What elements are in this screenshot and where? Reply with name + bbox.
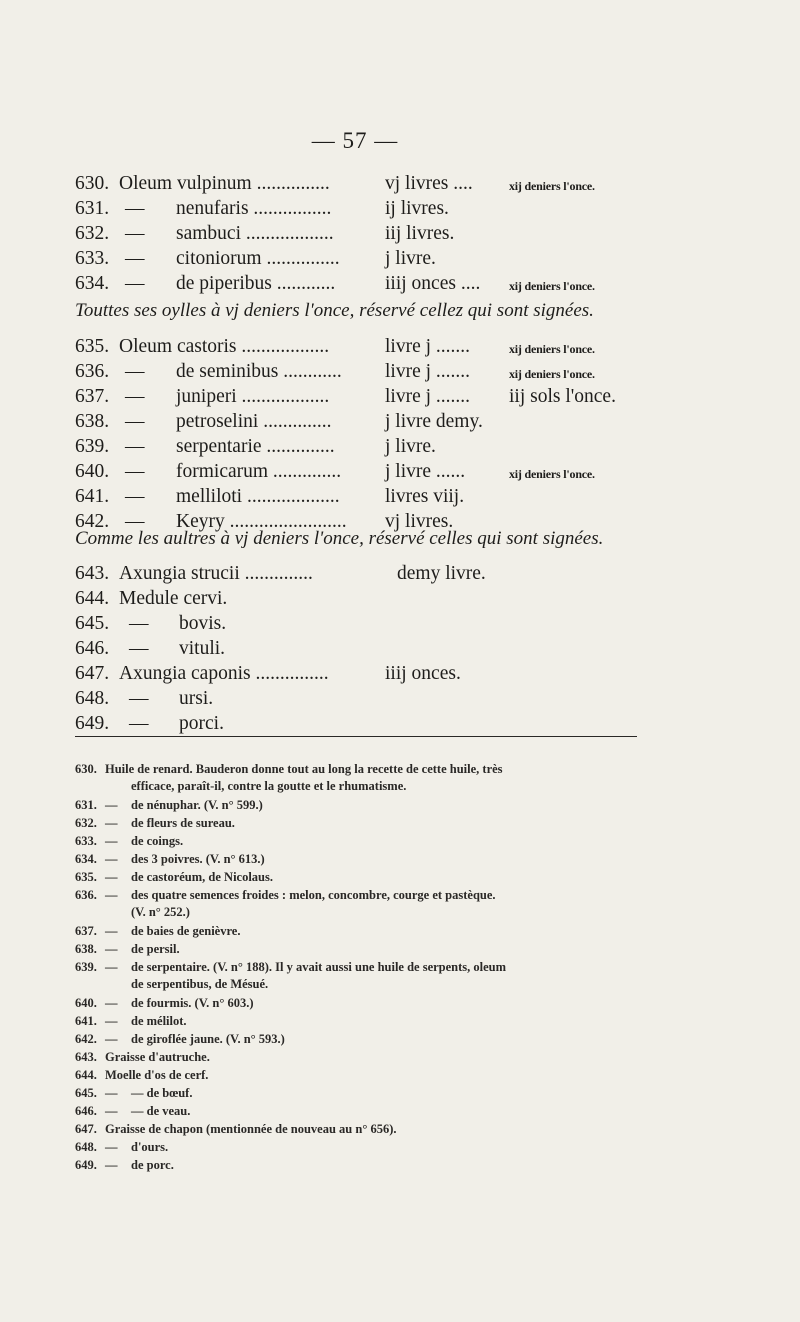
entry-name: Axungia strucii ..............: [119, 563, 313, 584]
footnote-text: d'ours.: [131, 1140, 169, 1154]
footnote-dash: —: [105, 1140, 118, 1154]
entry-quantity: iij livres.: [385, 223, 455, 244]
entry-dash: —: [125, 436, 145, 457]
entry-638: [75, 408, 645, 436]
entry-number: 631.: [75, 198, 110, 219]
footnote-text: Graisse d'autruche.: [105, 1050, 210, 1064]
footnote-text: de castoréum, de Nicolaus.: [131, 870, 273, 884]
entry-number: 638.: [75, 411, 110, 432]
entry-639: [75, 433, 645, 461]
footnote-text: de porc.: [131, 1158, 174, 1172]
entry-635: [75, 333, 645, 361]
entry-dash: —: [125, 461, 145, 482]
entry-number: 635.: [75, 336, 110, 357]
footnote-number: 641.: [75, 1014, 97, 1028]
entry-637: [75, 383, 645, 411]
footnote-number: 634.: [75, 852, 97, 866]
entry-631: [75, 195, 635, 223]
footnote-number: 649.: [75, 1158, 97, 1172]
footnote-639-continued: de serpentibus, de Mésué.: [131, 977, 269, 991]
footnote-number: 630.: [75, 762, 97, 776]
entry-640: [75, 458, 645, 486]
entry-name: de piperibus ............: [176, 273, 336, 294]
entry-number: 644.: [75, 588, 110, 609]
entry-dash: —: [125, 386, 145, 407]
footnote-dash: —: [105, 1032, 118, 1046]
footnote-number: 640.: [75, 996, 97, 1010]
entry-dash: —: [125, 198, 145, 219]
footnote-divider: [75, 736, 637, 737]
entry-name: Medule cervi.: [119, 588, 228, 609]
entry-price: xij deniers l'once.: [509, 342, 595, 356]
footnote-text: — de veau.: [131, 1104, 191, 1118]
entry-quantity: ij livres.: [385, 198, 449, 219]
entry-number: 640.: [75, 461, 110, 482]
footnote-text: des quatre semences froides : melon, concombre, courge et pastèque.: [131, 888, 496, 902]
entry-quantity: j livre demy.: [385, 411, 483, 432]
footnote-text: — de bœuf.: [131, 1086, 193, 1100]
footnote-number: 632.: [75, 816, 97, 830]
entry-dash: —: [125, 486, 145, 507]
footnote-dash: —: [105, 1014, 118, 1028]
entry-number: 633.: [75, 248, 110, 269]
footnote-number: 647.: [75, 1122, 97, 1136]
entry-number: 632.: [75, 223, 110, 244]
entry-number: 636.: [75, 361, 110, 382]
entry-number: 641.: [75, 486, 110, 507]
footnote-text: de mélilot.: [131, 1014, 187, 1028]
entry-name: nenufaris ................: [176, 198, 332, 219]
entry-name: petroselini ..............: [176, 411, 332, 432]
footnote-dash: —: [105, 942, 118, 956]
entry-name: citoniorum ...............: [176, 248, 340, 269]
entry-name: serpentarie ..............: [176, 436, 335, 457]
entry-dash: —: [125, 248, 145, 269]
footnote-text: Graisse de chapon (mentionnée de nouveau au n° 656).: [105, 1122, 397, 1136]
entry-name: Oleum castoris ..................: [119, 336, 330, 357]
footnote-dash: —: [105, 870, 118, 884]
entry-number: 648.: [75, 688, 110, 709]
entry-number: 643.: [75, 563, 110, 584]
footnote-636-continued: (V. n° 252.): [131, 905, 190, 919]
footnote-text: de fourmis. (V. n° 603.): [131, 996, 254, 1010]
entry-price: xij deniers l'once.: [509, 367, 595, 381]
entry-633: [75, 245, 635, 273]
entry-price: iij sols l'once.: [509, 386, 616, 407]
entry-645: [75, 610, 635, 638]
entry-quantity: demy livre.: [397, 563, 486, 584]
entry-dash: —: [125, 223, 145, 244]
entry-name: porci.: [179, 713, 224, 734]
footnote-dash: —: [105, 960, 118, 974]
footnote-dash: —: [105, 924, 118, 938]
section-note-2: Comme les aultres à vj deniers l'once, réservé celles qui sont signées.: [75, 528, 604, 549]
footnote-text: Moelle d'os de cerf.: [105, 1068, 209, 1082]
entry-number: 637.: [75, 386, 110, 407]
entry-name: Oleum vulpinum ...............: [119, 173, 330, 194]
entry-name: formicarum ..............: [176, 461, 342, 482]
entry-name: melliloti ...................: [176, 486, 340, 507]
footnote-number: 635.: [75, 870, 97, 884]
entry-price: xij deniers l'once.: [509, 179, 595, 193]
entry-quantity: j livre.: [385, 248, 436, 269]
footnote-text: de persil.: [131, 942, 180, 956]
entry-number: 647.: [75, 663, 110, 684]
footnote-dash: —: [105, 816, 118, 830]
entry-name: sambuci ..................: [176, 223, 334, 244]
footnote-text: de coings.: [131, 834, 184, 848]
entry-646: [75, 635, 635, 663]
entry-number: 634.: [75, 273, 110, 294]
entry-name: Keyry ........................: [176, 511, 347, 532]
entry-number: 645.: [75, 613, 110, 634]
entry-dash: —: [125, 411, 145, 432]
entry-quantity: livres viij.: [385, 486, 465, 507]
entry-630: [75, 170, 635, 198]
footnote-dash: —: [105, 852, 118, 866]
entry-quantity: iiij onces.: [385, 663, 461, 684]
entry-dash: —: [125, 361, 145, 382]
footnote-630-continued: efficace, paraît-il, contre la goutte et le rhumatisme.: [131, 779, 407, 793]
entry-dash: —: [129, 688, 149, 709]
footnote-number: 631.: [75, 798, 97, 812]
footnote-dash: —: [105, 1086, 118, 1100]
footnote-text: des 3 poivres. (V. n° 613.): [131, 852, 265, 866]
footnote-number: 648.: [75, 1140, 97, 1154]
entry-name: ursi.: [179, 688, 214, 709]
footnote-dash: —: [105, 888, 118, 902]
entry-number: 630.: [75, 173, 110, 194]
footnote-number: 643.: [75, 1050, 97, 1064]
entry-dash: —: [125, 273, 145, 294]
footnote-number: 633.: [75, 834, 97, 848]
footnote-number: 636.: [75, 888, 97, 902]
entry-644: [75, 585, 635, 613]
entry-quantity: j livre.: [385, 436, 436, 457]
entry-dash: —: [129, 613, 149, 634]
footnote-dash: —: [105, 834, 118, 848]
entry-name: juniperi ..................: [176, 386, 330, 407]
entry-name: vituli.: [179, 638, 226, 659]
footnote-dash: —: [105, 1158, 118, 1172]
entry-number: 642.: [75, 511, 110, 532]
entry-636: [75, 358, 645, 386]
footnote-number: 645.: [75, 1086, 97, 1100]
footnote-text: de baies de genièvre.: [131, 924, 241, 938]
footnote-number: 637.: [75, 924, 97, 938]
footnote-text: de giroflée jaune. (V. n° 593.): [131, 1032, 285, 1046]
footnote-number: 642.: [75, 1032, 97, 1046]
entry-quantity: vj livres ....: [385, 173, 473, 194]
entry-number: 639.: [75, 436, 110, 457]
entry-dash: —: [125, 511, 145, 532]
entry-632: [75, 220, 635, 248]
entry-quantity: iiij onces ....: [385, 273, 481, 294]
entry-dash: —: [129, 713, 149, 734]
entry-641: [75, 483, 645, 511]
footnote-text: Huile de renard. Bauderon donne tout au long la recette de cette huile, très: [105, 762, 503, 776]
footnote-text: de nénuphar. (V. n° 599.): [131, 798, 263, 812]
footnote-dash: —: [105, 1104, 118, 1118]
entry-quantity: livre j .......: [385, 336, 471, 357]
entry-number: 646.: [75, 638, 110, 659]
section-note-1: Touttes ses oylles à vj deniers l'once, réservé cellez qui sont signées.: [75, 300, 594, 321]
footnote-text: de serpentaire. (V. n° 188). Il y avait aussi une huile de serpents, oleum: [131, 960, 507, 974]
footnote-number: 639.: [75, 960, 97, 974]
entry-647: [75, 660, 635, 688]
entry-643: [75, 560, 635, 588]
entry-name: de seminibus ............: [176, 361, 342, 382]
entry-648: [75, 685, 635, 713]
footnote-number: 638.: [75, 942, 97, 956]
footnote-dash: —: [105, 798, 118, 812]
entry-dash: —: [129, 638, 149, 659]
footnote-text: de fleurs de sureau.: [131, 816, 235, 830]
page-number: — 57 —: [311, 128, 399, 153]
entry-name: Axungia caponis ...............: [119, 663, 329, 684]
entry-quantity: livre j .......: [385, 386, 471, 407]
entry-price: xij deniers l'once.: [509, 279, 595, 293]
footnote-dash: —: [105, 996, 118, 1010]
entry-number: 649.: [75, 713, 110, 734]
footnote-number: 646.: [75, 1104, 97, 1118]
entry-quantity: livre j .......: [385, 361, 471, 382]
entry-quantity: vj livres.: [385, 511, 454, 532]
entry-649: [75, 710, 635, 738]
entry-quantity: j livre ......: [385, 461, 466, 482]
entry-price: xij deniers l'once.: [509, 467, 595, 481]
footnote-number: 644.: [75, 1068, 97, 1082]
entry-634: [75, 270, 635, 298]
entry-name: bovis.: [179, 613, 227, 634]
